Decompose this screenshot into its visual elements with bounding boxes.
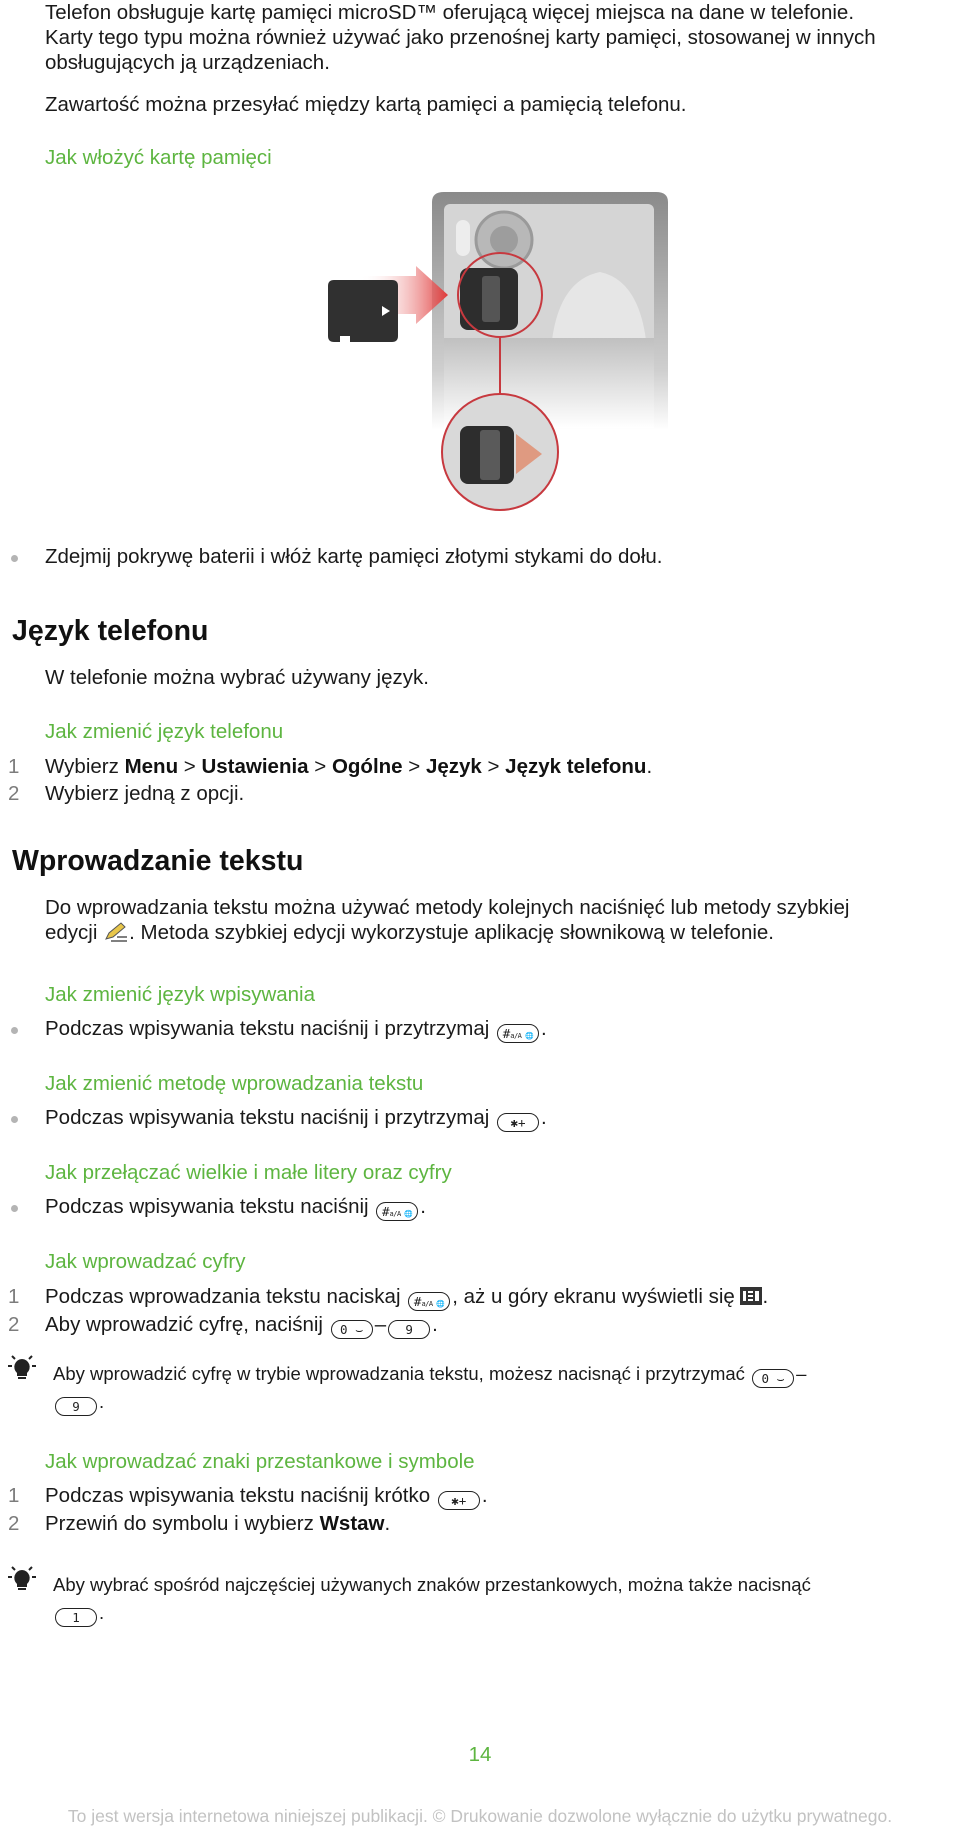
case-heading: Jak przełączać wielkie i małe litery oraz cyfry <box>45 1161 452 1184</box>
period: . <box>99 1602 105 1623</box>
language-intro: W telefonie można wybrać używany język. <box>45 666 429 689</box>
period: . <box>541 1017 547 1040</box>
hash-key-icon <box>408 1292 450 1311</box>
intro-line: Karty tego typu można również używać jako przenośnej karty pamięci, stosowanej w innych <box>45 26 876 49</box>
dash: – <box>796 1363 807 1384</box>
step-number: 2 <box>8 782 20 805</box>
pen-icon <box>103 921 129 943</box>
text: Podczas wpisywania tekstu naciśnij krótko <box>45 1484 436 1507</box>
insert-label: Wstaw <box>319 1512 385 1535</box>
writing-language-bullet <box>45 1017 547 1043</box>
page-number: 14 <box>468 1743 492 1766</box>
hash-key-icon <box>497 1024 539 1043</box>
step-number: 2 <box>8 1313 20 1336</box>
text: Podczas wpisywania tekstu naciśnij <box>45 1195 375 1218</box>
period: . <box>541 1106 547 1129</box>
digits-tip-line-2 <box>53 1391 104 1416</box>
bullet-icon <box>11 1116 18 1123</box>
text: Aby wprowadzić cyfrę w trybie wprowadzania tekstu, możesz nacisnąć i przytrzymać <box>53 1363 751 1384</box>
zero-key-icon: 0 ⌣ <box>752 1369 794 1388</box>
key-glyph: # <box>381 1204 390 1219</box>
punctuation-tip: Aby wybrać spośród najczęściej używanych znaków przestankowych, można także nacisnąć <box>53 1574 811 1595</box>
nine-key-icon: 9 <box>55 1397 97 1416</box>
period: . <box>481 1484 488 1507</box>
language-step-2: Wybierz jedną z opcji. <box>45 782 245 805</box>
key-sub: a/A 🌐 <box>389 1210 413 1218</box>
punctuation-step-2 <box>45 1512 390 1536</box>
language-section-title: Język telefonu <box>12 615 209 647</box>
input-method-bullet <box>45 1106 547 1132</box>
dash: – <box>374 1313 387 1336</box>
digits-step-1 <box>45 1285 768 1311</box>
text-input-section-title: Wprowadzanie tekstu <box>12 845 304 877</box>
key-sub: a/A 🌐 <box>421 1300 445 1308</box>
separator: > <box>402 755 426 778</box>
key-glyph: # <box>413 1294 422 1309</box>
bullet-icon <box>11 1205 18 1212</box>
star-key-icon: ✱+ <box>438 1491 480 1510</box>
period: . <box>762 1285 769 1308</box>
period: . <box>384 1512 391 1535</box>
digits-heading: Jak wprowadzać cyfry <box>45 1250 246 1273</box>
intro-line: Telefon obsługuje kartę pamięci microSD™ oferującą więcej miejsca na dane w telefonie. <box>45 1 855 24</box>
language-label: Język <box>425 755 482 778</box>
step-number: 1 <box>8 1285 20 1308</box>
general-label: Ogólne <box>331 755 403 778</box>
intro-line: obsługujących ją urządzeniach. <box>45 51 330 74</box>
menu-label: Menu <box>124 755 179 778</box>
language-step-1 <box>45 755 652 779</box>
text-input-intro <box>45 895 950 945</box>
input-method-heading: Jak zmienić metodę wprowadzania tekstu <box>45 1072 424 1095</box>
bullet-icon <box>11 555 18 562</box>
text: , aż u góry ekranu wyświetli się <box>452 1285 741 1308</box>
change-language-heading: Jak zmienić język telefonu <box>45 720 284 743</box>
hash-key-icon <box>376 1202 418 1221</box>
flash-icon <box>456 220 470 256</box>
intro-paragraph-1 <box>45 0 950 75</box>
separator: > <box>178 755 202 778</box>
punctuation-step-1 <box>45 1484 488 1510</box>
one-key-icon: 1 <box>55 1608 97 1627</box>
period: . <box>99 1391 105 1412</box>
intro-line <box>45 920 950 945</box>
insert-card-bullet: Zdejmij pokrywę baterii i włóż kartę pamięci złotymi stykami do dołu. <box>45 545 663 568</box>
step-number: 1 <box>8 755 20 778</box>
intro-line: Do wprowadzania tekstu można używać metody kolejnych naciśnięć lub metody szybkiej <box>45 896 850 919</box>
key-sub: a/A 🌐 <box>510 1032 534 1040</box>
text: Podczas wpisywania tekstu naciśnij i przytrzymaj <box>45 1017 496 1040</box>
writing-language-heading: Jak zmienić język wpisywania <box>45 983 316 1006</box>
text: Aby wprowadzić cyfrę, naciśnij <box>45 1313 329 1336</box>
step-number: 1 <box>8 1484 20 1507</box>
text: Podczas wprowadzania tekstu naciskaj <box>45 1285 407 1308</box>
insert-card-heading: Jak włożyć kartę pamięci <box>45 146 272 169</box>
punctuation-heading: Jak wprowadzać znaki przestankowe i symbole <box>45 1450 475 1473</box>
digits-step-2 <box>45 1313 438 1339</box>
case-bullet <box>45 1195 426 1221</box>
intro-paragraph-2: Zawartość można przesyłać między kartą pamięci a pamięcią telefonu. <box>45 93 687 116</box>
lightbulb-icon <box>4 1352 40 1382</box>
footer-note: To jest wersja internetowa niniejszej publikacji. © Drukowanie dozwolone wyłącznie do użytku prywatnego. <box>67 1806 893 1826</box>
nine-key-icon: 9 <box>388 1320 430 1339</box>
key-glyph: # <box>502 1026 511 1041</box>
period: . <box>646 755 653 778</box>
settings-label: Ustawienia <box>201 755 309 778</box>
text: edycji <box>45 921 104 944</box>
lightbulb-icon <box>4 1563 40 1593</box>
numeric-mode-icon <box>740 1287 762 1305</box>
step-text: Wybierz <box>45 755 125 778</box>
separator: > <box>481 755 506 778</box>
memory-card-illustration <box>320 190 680 520</box>
digits-tip <box>53 1363 806 1388</box>
text: Przewiń do symbolu i wybierz <box>45 1512 320 1535</box>
separator: > <box>308 755 332 778</box>
punctuation-tip-line-2 <box>53 1602 104 1627</box>
period: . <box>432 1313 438 1336</box>
text: Podczas wpisywania tekstu naciśnij i przytrzymaj <box>45 1106 496 1129</box>
step-number: 2 <box>8 1512 20 1535</box>
bullet-icon <box>11 1027 18 1034</box>
star-key-icon: ✱+ <box>497 1113 539 1132</box>
phone-language-label: Język telefonu <box>505 755 647 778</box>
text: . Metoda szybkiej edycji wykorzystuje aplikację słownikową w telefonie. <box>129 921 774 944</box>
period: . <box>420 1195 426 1218</box>
zero-key-icon: 0 ⌣ <box>331 1320 373 1339</box>
